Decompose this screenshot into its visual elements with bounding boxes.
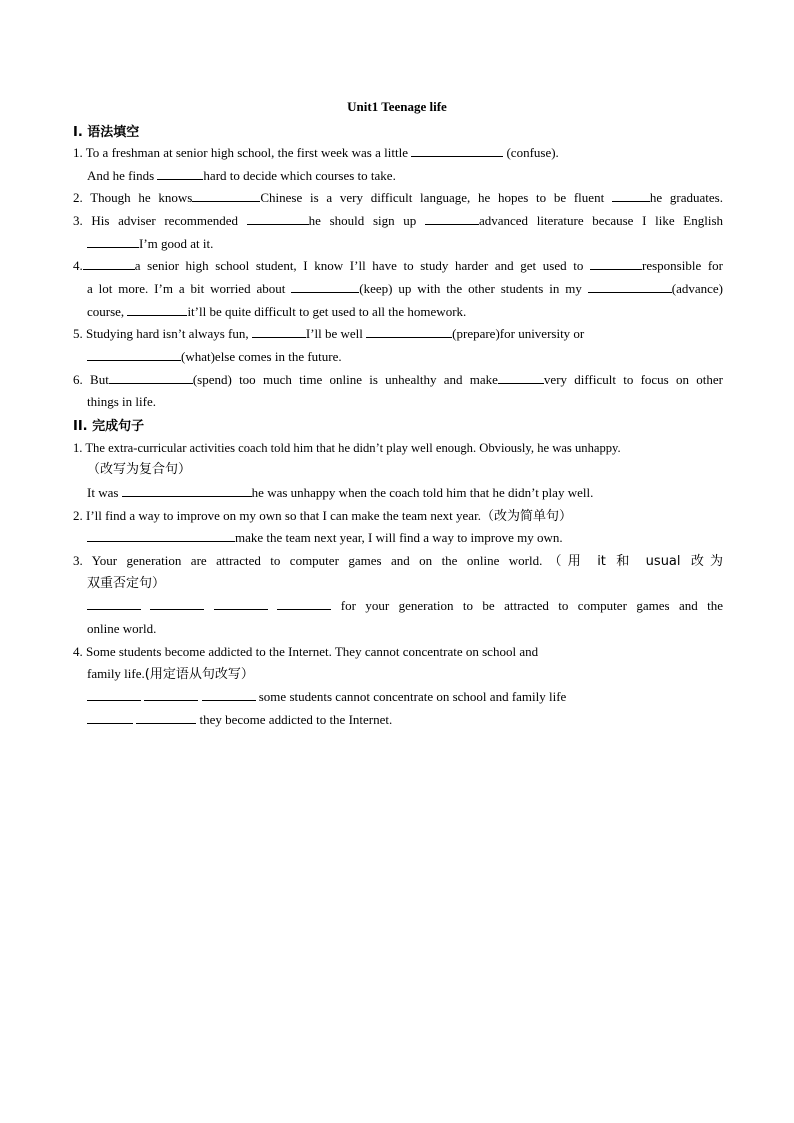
answer-blank[interactable] <box>425 212 479 225</box>
page-title: Unit1 Teenage life <box>347 99 447 114</box>
sentence-3-line-4: online world. <box>87 621 157 636</box>
sentence-3-answer-line: for your generation to be attracted to computer games and the <box>87 597 723 615</box>
answer-blank[interactable] <box>252 325 306 338</box>
sentence-1-answer-line: It was he was unhappy when the coach told him that he didn’t play well. <box>87 485 594 500</box>
answer-blank[interactable] <box>192 189 260 202</box>
question-4-line-2: a lot more. I’m a bit worried about (keep) up with the other students in my (advance) <box>87 281 723 296</box>
answer-blank[interactable] <box>87 348 181 361</box>
answer-blank[interactable] <box>136 711 196 724</box>
answer-blank[interactable] <box>87 529 235 542</box>
sentence-4-answer-line-2: they become addicted to the Internet. <box>87 711 723 729</box>
question-6-line-2: things in life. <box>87 394 156 409</box>
section-heading-sentences: II. 完成句子 <box>73 419 145 434</box>
answer-blank[interactable] <box>144 688 198 701</box>
answer-blank[interactable] <box>612 189 650 202</box>
answer-blank[interactable] <box>83 257 135 270</box>
answer-blank[interactable] <box>122 484 252 497</box>
sentence-3-instruction: 双重否定句） <box>87 576 166 591</box>
sentence-4-answer-line-1: some students cannot concentrate on school and family life <box>87 688 723 706</box>
question-3-line-2: I’m good at it. <box>87 235 723 253</box>
sentence-1-line-1: 1. The extra-curricular activities coach told him that he didn’t play well enough. Obviously, he was unhappy. <box>73 441 621 455</box>
section-heading-grammar: I. 语法填空 <box>73 125 140 140</box>
question-3-line-1: 3. His adviser recommended he should sign up advanced literature because I like English <box>73 213 723 228</box>
answer-blank[interactable] <box>214 597 268 610</box>
question-5-line-2: (what)else comes in the future. <box>87 348 723 366</box>
answer-blank[interactable] <box>87 688 141 701</box>
sentence-2-answer-line: make the team next year, I will find a way to improve my own. <box>87 529 723 547</box>
answer-blank[interactable] <box>498 371 544 384</box>
answer-blank[interactable] <box>291 280 359 293</box>
sentence-2-line-1: 2. I’ll find a way to improve on my own so that I can make the team next year.（改为简单句） <box>73 508 572 524</box>
answer-blank[interactable] <box>366 325 452 338</box>
question-4-line-1: 4. a senior high school student, I know I’ll have to study harder and get used to responsible for <box>73 258 724 273</box>
answer-blank[interactable] <box>87 235 139 248</box>
answer-blank[interactable] <box>87 597 141 610</box>
answer-blank[interactable] <box>277 597 331 610</box>
answer-blank[interactable] <box>247 212 309 225</box>
answer-blank[interactable] <box>150 597 204 610</box>
answer-blank[interactable] <box>590 257 642 270</box>
sentence-3-line-1: 3. Your generation are attracted to computer games and on the online world.（用 it 和 usual 改为 <box>73 553 723 569</box>
answer-blank[interactable] <box>411 144 503 157</box>
sentence-1-instruction: （改写为复合句） <box>87 462 192 477</box>
answer-blank[interactable] <box>127 303 187 316</box>
question-1-line-2: And he finds hard to decide which courses to take. <box>87 168 396 183</box>
question-6-line-1: 6. But (spend) too much time online is unhealthy and make very difficult to focus on other <box>73 372 723 387</box>
question-1-line-1: 1. To a freshman at senior high school, the first week was a little (confuse). <box>73 145 559 160</box>
answer-blank[interactable] <box>109 371 193 384</box>
answer-blank[interactable] <box>87 711 133 724</box>
answer-blank[interactable] <box>202 688 256 701</box>
question-5-line-1: 5. Studying hard isn’t always fun, I’ll be well (prepare)for university or <box>73 326 585 341</box>
question-2: 2. Though he knows Chinese is a very difficult language, he hopes to be fluent he graduates. <box>73 190 723 205</box>
sentence-4-line-2: family life.(用定语从句改写） <box>87 666 254 682</box>
sentence-4-line-1: 4. Some students become addicted to the Internet. They cannot concentrate on school and <box>73 644 539 659</box>
question-4-line-3: course, it’ll be quite difficult to get used to all the homework. <box>87 304 467 319</box>
answer-blank[interactable] <box>588 280 672 293</box>
answer-blank[interactable] <box>157 167 203 180</box>
